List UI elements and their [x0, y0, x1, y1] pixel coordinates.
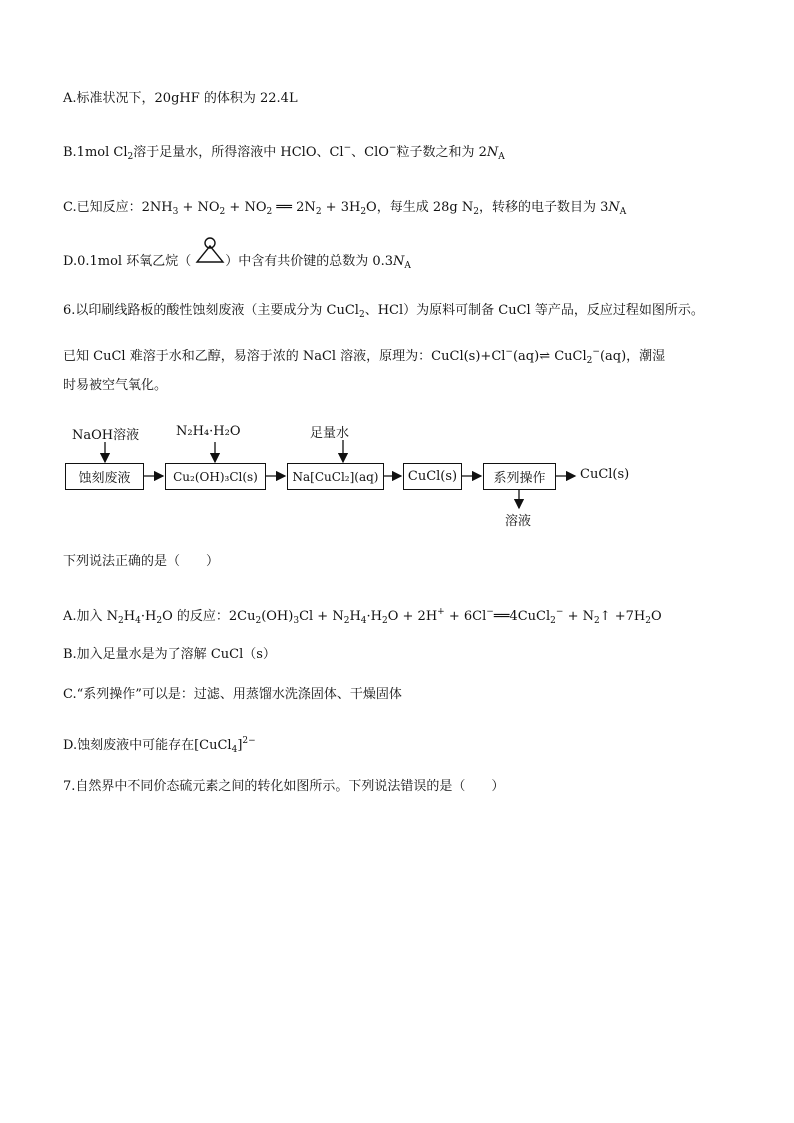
q7-stem: 7.自然界中不同价态硫元素之间的转化如图所示。下列说法错误的是（ ）: [63, 779, 505, 794]
q6-line2: 已知 CuCl 难溶于水和乙醇，易溶于浓的 NaCl 溶液，原理为：CuCl(s)+Cl−(aq)⇌ CuCl$_2$−(aq)，潮湿: [63, 347, 666, 366]
q6-line3: 时易被空气氧化。: [63, 378, 168, 393]
output-solution: 溶液: [505, 514, 532, 529]
box-series-ops: 系列操作: [483, 463, 556, 490]
input-naoh: NaOH溶液: [72, 428, 140, 443]
box-waste-liquid: 蚀刻废液: [65, 463, 144, 490]
q6-ask: 下列说法正确的是（ ）: [63, 554, 220, 569]
q6-line1: 6.以印刷线路板的酸性蚀刻废液（主要成分为 CuCl$_2$、HCl）为原料可制备 CuCl 等产品，反应过程如图所示。: [63, 303, 704, 320]
option-d: D.0.1mol 环氧乙烷（ ）中含有共价键的总数为 $0.3N_A$: [63, 254, 411, 271]
box-cucl: CuCl(s): [403, 463, 462, 490]
option-c: C.已知反应：$2NH_3 + NO_2 + NO_2$ ══ $2N_2 + 3H_2O$，每生成 28g $N_2$，转移的电子数目为 $3N_A$: [63, 200, 627, 217]
input-water: 足量水: [310, 426, 350, 441]
option-b: B.1mol $Cl_2$溶于足量水，所得溶液中 HClO、Cl−、ClO−粒子数之和为 $2N_A$: [63, 143, 505, 162]
box-nacucl2: Na[CuCl₂](aq): [287, 463, 384, 490]
q6-option-d: D.蚀刻废液中可能存在[CuCl$_4$]$^{2-}$: [63, 736, 256, 755]
q6-option-b: B.加入足量水是为了溶解 CuCl（s）: [63, 647, 276, 662]
option-a: A.标准状况下，20gHF 的体积为 22.4L: [63, 91, 298, 106]
box-cu2oh3cl: Cu₂(OH)₃Cl(s): [165, 463, 266, 490]
q6-option-c: C.“系列操作”可以是：过滤、用蒸馏水洗涤固体、干燥固体: [63, 687, 402, 702]
q6-option-a: A.加入 $N_2H_4\cdot H_2O$ 的反应：$2Cu_2(OH)_3Cl + N_2H_4\cdot H_2O + 2H^+$ + 6Cl−══4CuCl$_2$− + $N_2↑ +7H_2O$: [63, 607, 662, 626]
input-hydrazine: N₂H₄·H₂O: [176, 424, 241, 439]
product-cucl: CuCl(s): [580, 467, 630, 482]
